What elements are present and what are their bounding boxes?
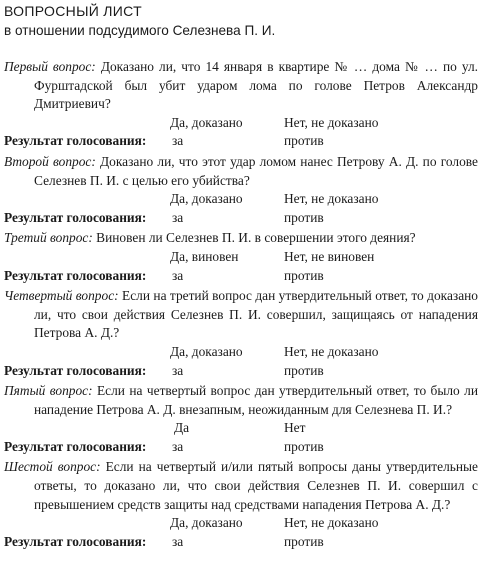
question-label: Второй вопрос: <box>4 153 96 169</box>
question-text <box>4 153 478 190</box>
vote-for: за <box>172 209 184 225</box>
vote-result-label: Результат голосования: <box>4 533 147 549</box>
option-yes: Да, доказано <box>170 343 243 359</box>
question-text <box>4 229 478 248</box>
document-title: ВОПРОСНЫЙ ЛИСТ <box>4 3 142 19</box>
option-no: Нет, не доказано <box>284 191 379 207</box>
question-body: Если на третий вопрос дан утвердительный ответ, то доказано ли, что свои действия Селезнев П. И. совершил, защищаясь от нападения Петрова А. Д.? <box>34 288 479 341</box>
question-body: Виновен ли Селезнев П. И. в совершении этого деяния? <box>96 230 416 246</box>
option-no: Нет <box>284 420 306 436</box>
vote-result-label: Результат голосования: <box>4 438 147 454</box>
vote-for: за <box>172 362 184 378</box>
vote-result-row <box>4 362 478 381</box>
question-body: Если на четвертый и/или пятый вопросы даны утвердительные ответы, то доказано ли, что свои действия Селезнев П. И. совершил с превышением средств защиты над средствами нападения Петрова А. Д.? <box>34 459 478 512</box>
option-yes: Да, виновен <box>170 248 239 264</box>
vote-for: за <box>172 533 184 549</box>
question-label: Четвертый вопрос: <box>4 288 119 304</box>
question-block-3 <box>4 229 478 285</box>
answer-options <box>4 248 478 267</box>
question-block-1 <box>4 58 478 151</box>
option-yes: Да, доказано <box>170 515 243 531</box>
question-body: Если на четвертый вопрос дан утвердительный ответ, то было ли нападение Петрова А. Д. внезапным, неожиданным для Селезнева П. И.? <box>34 383 478 417</box>
vote-result-row <box>4 438 478 457</box>
option-yes: Да <box>174 420 190 436</box>
answer-options <box>4 343 478 362</box>
answer-options <box>4 114 478 133</box>
option-yes: Да, доказано <box>170 191 243 207</box>
vote-result-label: Результат голосования: <box>4 133 147 149</box>
question-block-2 <box>4 153 478 227</box>
vote-against: против <box>284 362 324 378</box>
question-block-4 <box>4 287 478 380</box>
vote-result-label: Результат голосования: <box>4 267 147 283</box>
vote-for: за <box>172 133 184 149</box>
vote-for: за <box>172 267 184 283</box>
question-text <box>4 382 478 419</box>
vote-result-label: Результат голосования: <box>4 209 147 225</box>
option-no: Нет, не доказано <box>284 343 379 359</box>
question-block-6 <box>4 458 478 551</box>
vote-result-row <box>4 132 478 151</box>
vote-against: против <box>284 209 324 225</box>
vote-against: против <box>284 267 324 283</box>
vote-against: против <box>284 438 324 454</box>
question-block-5 <box>4 382 478 456</box>
answer-options <box>4 419 478 438</box>
vote-against: против <box>284 133 324 149</box>
option-no: Нет, не доказано <box>284 114 379 130</box>
question-label: Первый вопрос: <box>4 59 96 74</box>
vote-result-row <box>4 533 478 552</box>
vote-result-row <box>4 267 478 286</box>
questionnaire-page <box>4 0 478 553</box>
question-body: Доказано ли, что 14 января в квартире № … дома № … по ул. Фурштадской был убит ударом лома по голове Петров Александр Дмитриевич? <box>34 59 479 112</box>
question-label: Шестой вопрос: <box>4 459 101 475</box>
question-text <box>4 458 478 514</box>
question-label: Третий вопрос: <box>4 230 93 246</box>
question-text <box>4 287 478 343</box>
question-label: Пятый вопрос: <box>4 383 93 399</box>
document-subtitle: в отношении подсудимого Селезнева П. И. <box>4 23 276 38</box>
question-body: Доказано ли, что этот удар ломом нанес Петрову А. Д. по голове Селезнев П. И. с целью его убийства? <box>34 153 478 188</box>
option-yes: Да, доказано <box>170 114 243 130</box>
vote-for: за <box>172 438 184 454</box>
option-no: Нет, не доказано <box>284 515 379 531</box>
answer-options <box>4 190 478 209</box>
question-text <box>4 58 478 114</box>
vote-result-label: Результат голосования: <box>4 362 147 378</box>
answer-options <box>4 514 478 533</box>
vote-result-row <box>4 209 478 228</box>
option-no: Нет, не виновен <box>284 248 375 264</box>
vote-against: против <box>284 533 324 549</box>
